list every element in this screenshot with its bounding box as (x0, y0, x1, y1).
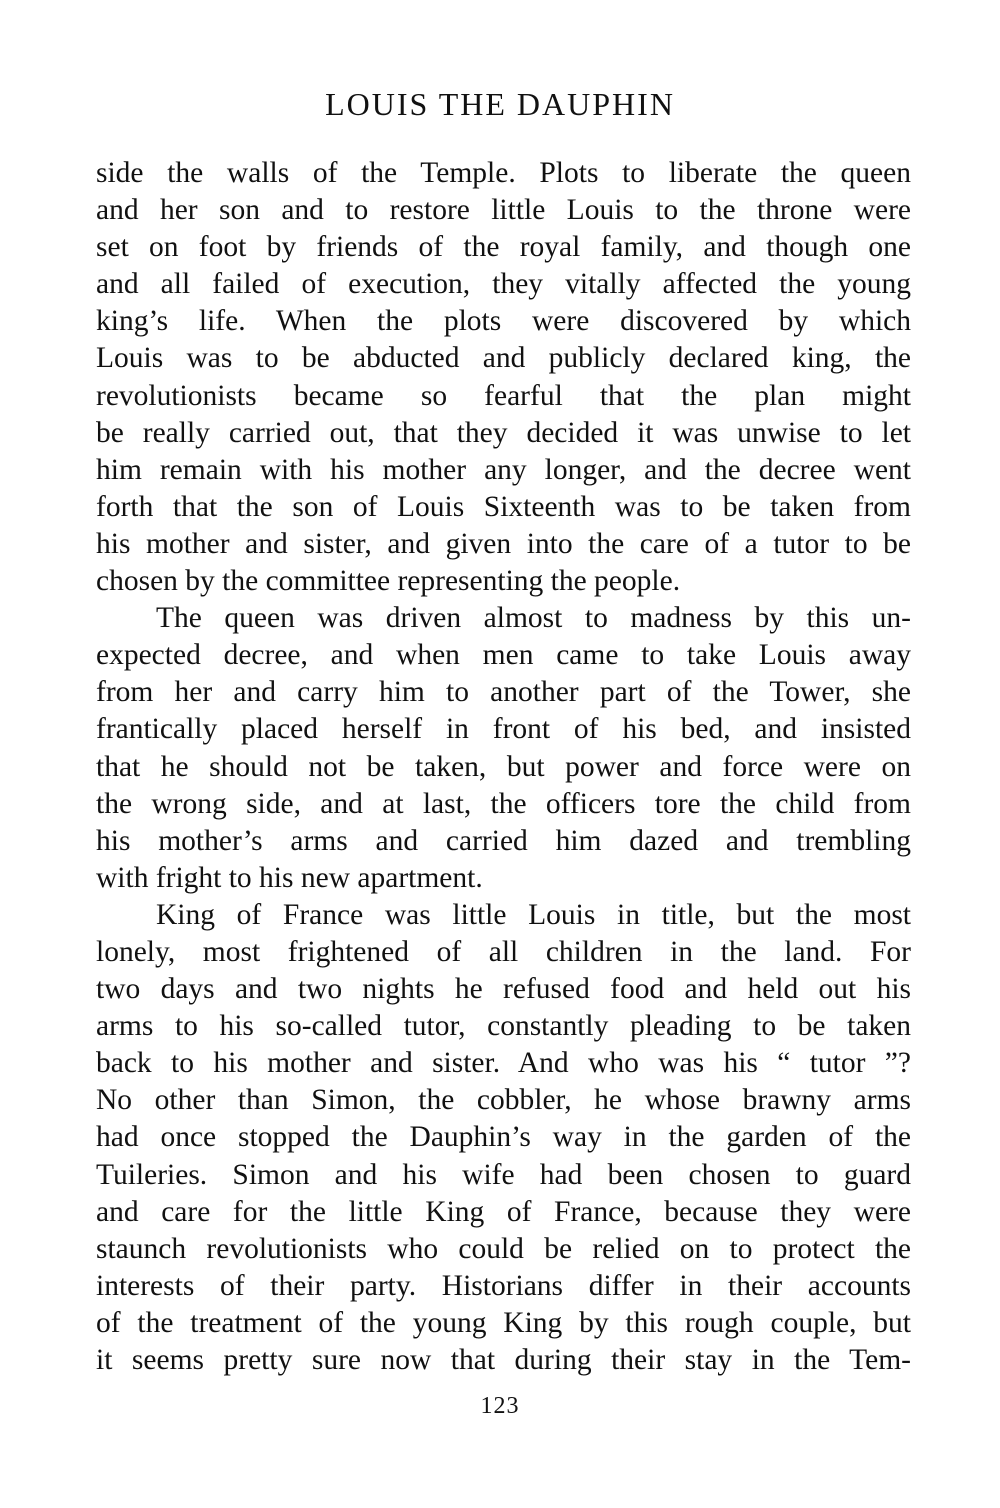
text-line: and care for the little King of France, because they were (96, 1195, 911, 1228)
text-line: and all failed of execution, they vitally affected the young (96, 268, 911, 301)
text-line: of the treatment of the young King by this rough couple, but (96, 1306, 911, 1339)
text-line: set on foot by friends of the royal family, and though one (96, 231, 911, 264)
text-line: back to his mother and sister. And who was his “ tutor ”? (96, 1047, 911, 1080)
text-line: his mother’s arms and carried him dazed and trembling (96, 824, 911, 857)
text-line: the wrong side, and at last, the officers tore the child from (96, 787, 911, 820)
page-number: 123 (480, 1393, 520, 1419)
paragraph-first-line: King of France was little Louis in title, but the most (156, 898, 911, 931)
text-line: lonely, most frightened of all children in the land. For (96, 935, 911, 968)
text-line: that he should not be taken, but power and force were on (96, 750, 911, 783)
text-line: and her son and to restore little Louis to the throne were (96, 194, 911, 227)
text-line: him remain with his mother any longer, and the decree went (96, 453, 911, 486)
text-line: Tuileries. Simon and his wife had been chosen to guard (96, 1158, 911, 1191)
text-line: forth that the son of Louis Sixteenth was to be taken from (96, 490, 911, 523)
text-line: arms to his so-called tutor, constantly pleading to be taken (96, 1010, 911, 1043)
text-line: interests of their party. Historians differ in their accounts (96, 1269, 911, 1302)
text-line: revolutionists became so fearful that the plan might (96, 379, 911, 412)
text-line: his mother and sister, and given into the care of a tutor to be (96, 527, 911, 560)
text-line: side the walls of the Temple. Plots to liberate the queen (96, 157, 911, 189)
text-line: had once stopped the Dauphin’s way in the garden of the (96, 1121, 911, 1154)
text-line: expected decree, and when men came to take Louis away (96, 639, 911, 672)
body-text (96, 155, 911, 1379)
text-line: chosen by the committee representing the people. (96, 565, 681, 598)
text-line: be really carried out, that they decided it was unwise to let (96, 416, 911, 449)
text-line: king’s life. When the plots were discovered by which (96, 305, 911, 338)
text-line: staunch revolutionists who could be relied on to protect the (96, 1232, 911, 1265)
running-head: LOUIS THE DAUPHIN (325, 86, 675, 122)
text-line: frantically placed herself in front of his bed, and insisted (96, 713, 911, 746)
text-line: with fright to his new apartment. (96, 861, 483, 894)
text-line: No other than Simon, the cobbler, he whose brawny arms (96, 1084, 911, 1117)
paragraph-first-line: The queen was driven almost to madness by this un- (156, 602, 911, 635)
text-line: Louis was to be abducted and publicly declared king, the (96, 342, 911, 375)
text-line: from her and carry him to another part of the Tower, she (96, 676, 911, 709)
text-line: it seems pretty sure now that during their stay in the Tem- (96, 1344, 911, 1376)
text-line: two days and two nights he refused food and held out his (96, 973, 911, 1006)
